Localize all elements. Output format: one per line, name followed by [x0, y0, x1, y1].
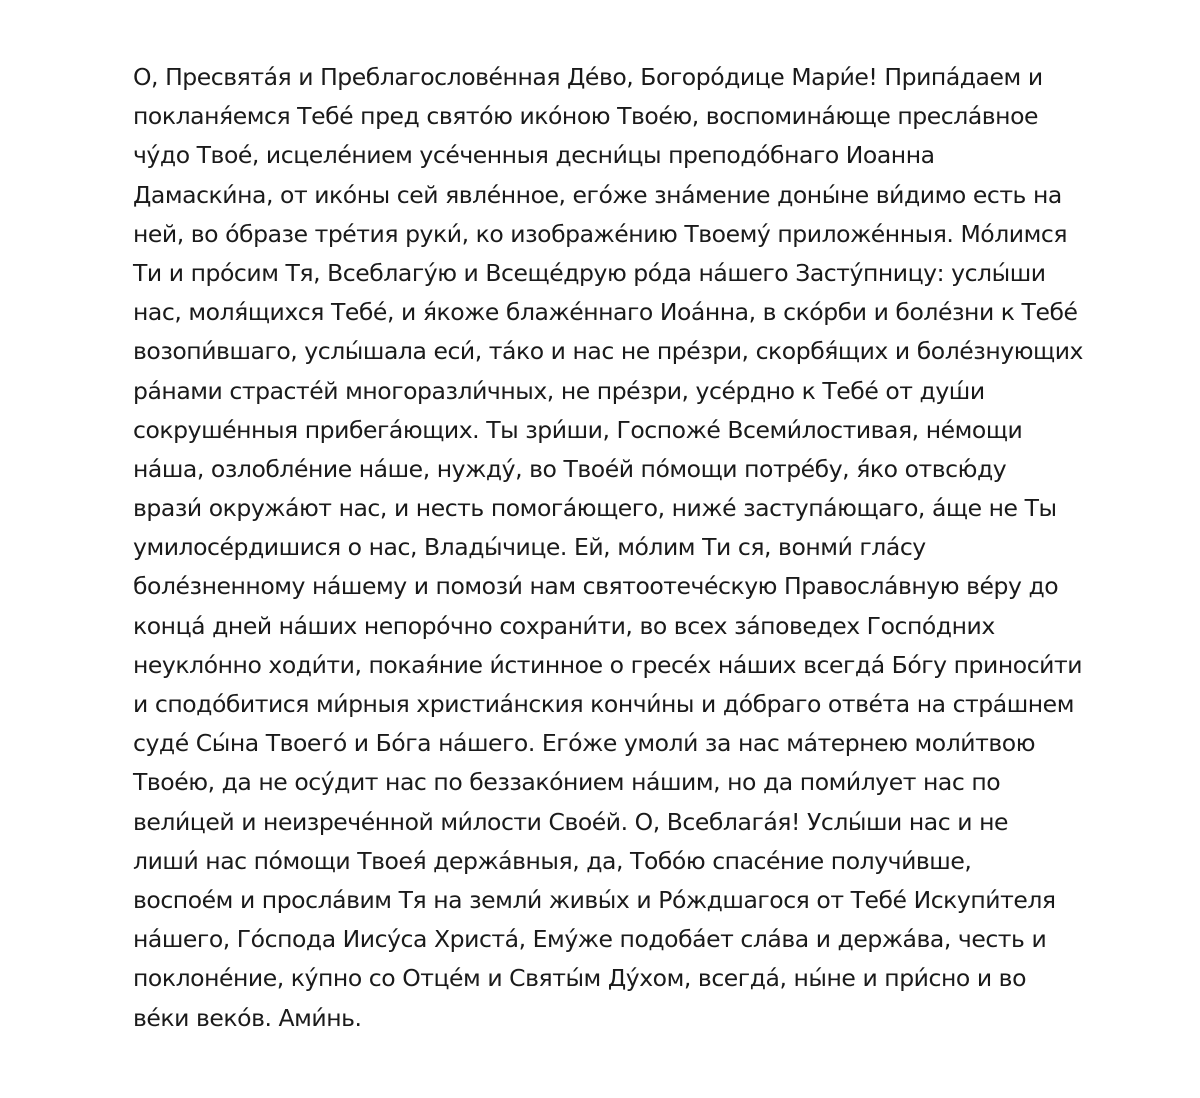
text-line-13: умилосе́рдишися о нас, Влады́чице. Ей, мо́лим Ти ся, вонми́ гла́су [133, 533, 926, 562]
text-line-5: ней, во о́бразе тре́тия руки́, ко изображе́нию Твоему́ приложе́нныя. Мо́лимся [133, 219, 1068, 248]
text-line-22: воспое́м и просла́вим Тя на земли́ живы́х и Ро́ждшагося от Тебе́ Искупи́теля [133, 885, 1056, 914]
text-line-7: нас, моля́щихся Тебе́, и я́коже блаже́ннаго Иоа́нна, в ско́рби и боле́зни к Тебе́ [133, 298, 1078, 327]
text-line-8: возопи́вшаго, услы́шала еси́, та́ко и нас не пре́зри, скорбя́щих и боле́знующих [133, 337, 1084, 366]
text-line-16: неукло́нно ходи́ти, покая́ние и́стинное о гресе́х на́ших всегда́ Бо́гу приноси́ти [133, 650, 1083, 679]
text-line-10: сокруше́нныя прибега́ющих. Ты зри́ши, Госпоже́ Всеми́лостивая, не́мощи [133, 415, 1023, 444]
text-line-11: на́ша, озлобле́ние на́ше, нужду́, во Твое́й по́мощи потре́бу, я́ко отвсю́ду [133, 454, 1007, 483]
text-line-15: конца́ дней на́ших непоро́чно сохрани́ти, во всех за́поведех Госпо́дних [133, 611, 995, 640]
text-line-4: Дамаски́на, от ико́ны сей явле́нное, его́же зна́мение доны́не ви́димо есть на [133, 180, 1062, 209]
text-line-17: и сподо́битися ми́рныя христиа́нския кончи́ны и до́браго отве́та на стра́шнем [133, 690, 1074, 718]
text-line-12: врази́ окружа́ют нас, и несть помога́ющего, ниже́ заступа́ющаго, а́ще не Ты [133, 494, 1057, 523]
text-line-9: ра́нами страсте́й многоразли́чных, не пре́зри, усе́рдно к Тебе́ от душ́и [133, 376, 985, 405]
text-line-24: поклоне́ние, ку́пно со Отце́м и Святы́м Ду́хом, всегда́, ны́не и при́сно и во [133, 964, 1027, 993]
text-line-2: покланя́емся Тебе́ пред свято́ю ико́ною Твое́ю, воспомина́юще пресла́вное [133, 102, 1039, 131]
text-line-18: суде́ Сы́на Твоего́ и Бо́га на́шего. Его́же умоли́ за нас ма́тернею моли́твою [133, 729, 1036, 758]
text-line-6: Ти и про́сим Тя, Всеблагу́ю и Всеще́друю ро́да на́шего Засту́пницу: услы́ши [133, 258, 1046, 287]
text-line-23: на́шего, Го́спода Иису́са Христа́, Ему́же подоба́ет сла́ва и держа́ва, честь и [133, 925, 1047, 954]
prayer-text [133, 58, 1133, 1038]
text-line-1: О, Пресвята́я и Преблагослове́нная Де́во, Богоро́дице Мари́е! Припа́даем и [133, 63, 1043, 91]
text-line-25: ве́ки веко́в. Ами́нь. [133, 1003, 362, 1032]
text-line-3: чу́до Твое́, исцеле́нием усе́ченныя десни́цы преподо́бнаго Иоанна [133, 141, 935, 170]
text-line-19: Твое́ю, да не осу́дит нас по беззако́нием на́шим, но да поми́лует нас по [133, 768, 1001, 797]
text-line-21: лиши́ нас по́мощи Твоея́ держа́вныя, да, Тобо́ю спасе́ние получи́вше, [133, 846, 972, 875]
text-line-20: вели́цей и неизрече́нной ми́лости Свое́й. О, Всеблага́я! Услы́ши нас и не [133, 807, 1009, 836]
text-line-14: боле́зненному на́шему и помози́ нам святоотече́скую Правосла́вную ве́ру до [133, 572, 1059, 601]
